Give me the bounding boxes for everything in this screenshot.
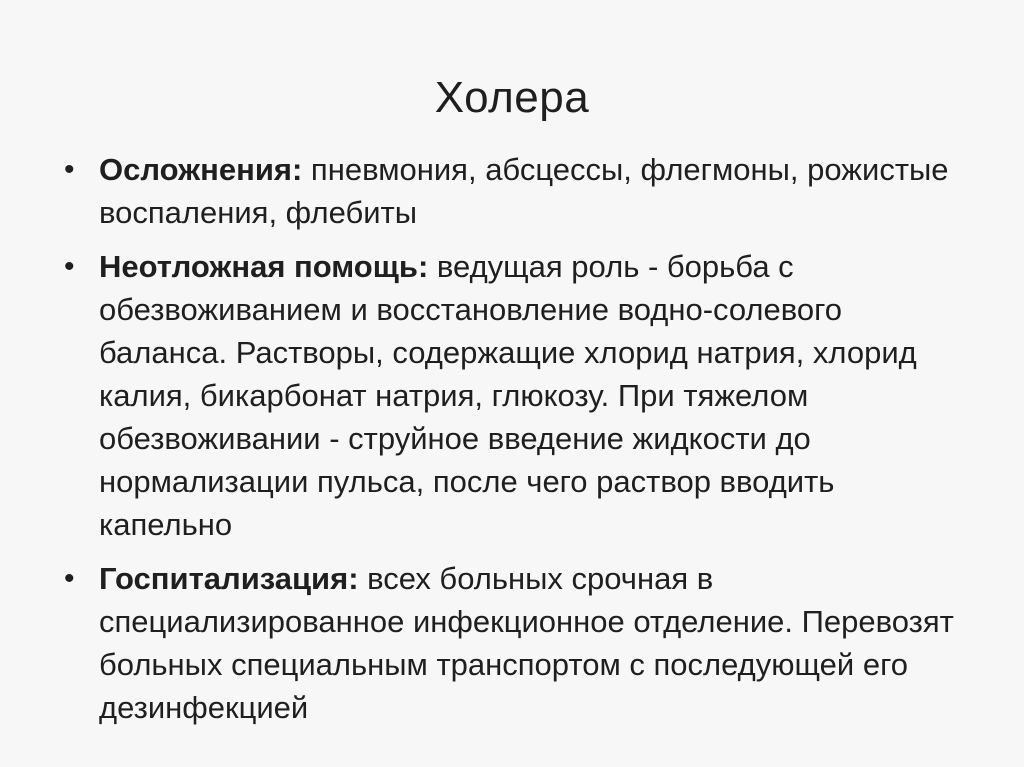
bullet-description: пневмония, абсцессы, флегмоны, рожистые воспаления, флебиты [99,152,949,230]
bullet-term: Неотложная помощь: [99,249,429,284]
bullet-icon: • [64,153,75,186]
slide-title: Холера [434,73,590,122]
bullet-item-hospitalization [62,557,962,729]
bullet-term: Осложнения: [99,152,303,187]
bullet-list [62,148,962,740]
bullet-text [99,152,949,230]
bullet-term: Госпитализация: [99,561,359,596]
bullet-description: всех больных срочная в специализированное инфекционное отделение. Перевозят больных специальным транспортом с последующей его дезинфекцией [99,561,954,725]
bullet-item-complications [62,148,962,234]
bullet-text [99,561,954,725]
bullet-item-emergency-help [62,245,962,546]
bullet-text [99,249,917,542]
bullet-icon: • [64,562,75,595]
bullet-icon: • [64,250,75,283]
bullet-description: ведущая роль - борьба с обезвоживанием и восстановление водно-солевого баланса. Растворы, содержащие хлорид натрия, хлорид калия, бикарбонат натрия, глюкозу. При тяжелом обезвоживании - струйное введение жидкости до нормализации пульса, после чего раствор вводить капельно [99,249,917,542]
